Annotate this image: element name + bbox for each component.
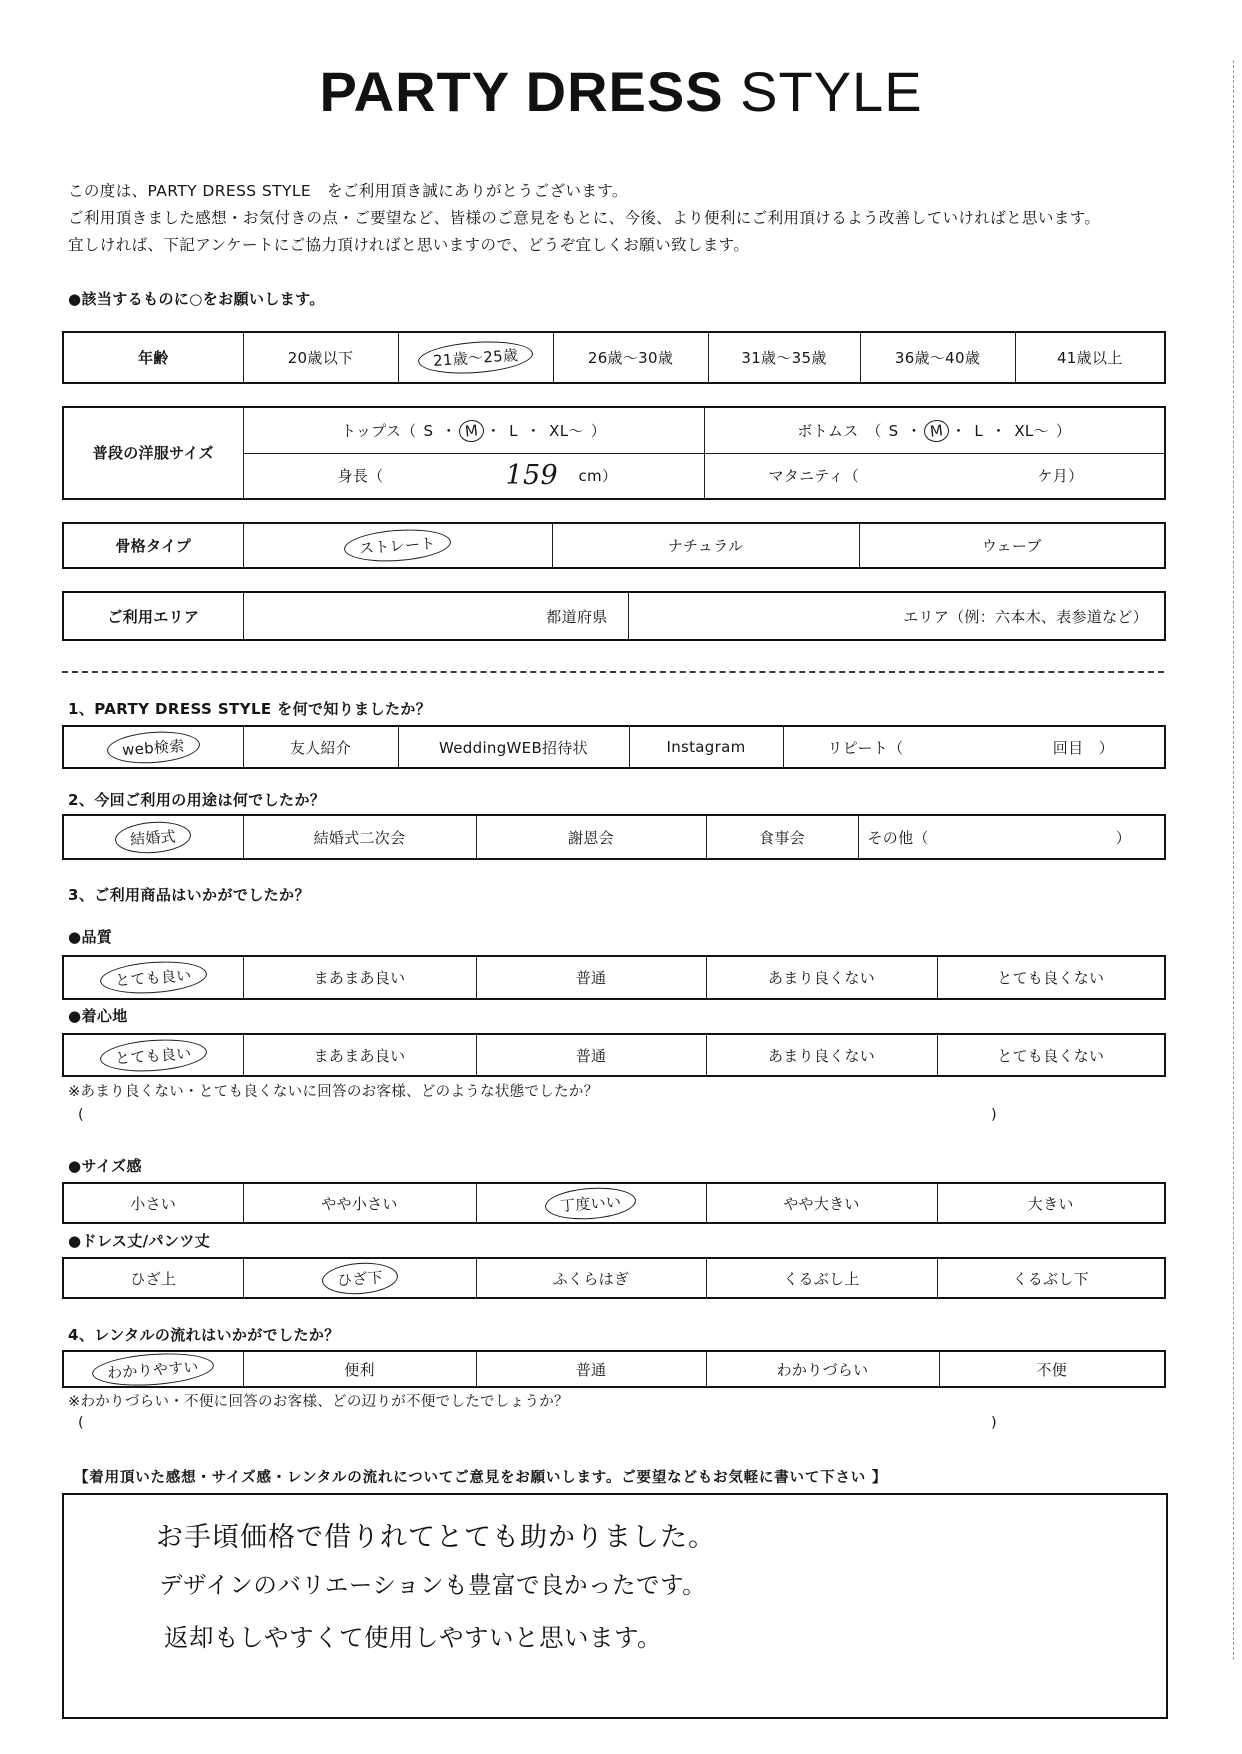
separator-dot: ・ <box>951 421 967 440</box>
q4-note: ※わかりづらい・不便に回答のお客様、どの辺りが不便でしたでしょうか？ <box>68 1394 569 1410</box>
q1-repeat-cell <box>783 726 1165 768</box>
length-option: ひざ上 <box>130 1269 177 1288</box>
size-feel-option-cell <box>63 1183 243 1223</box>
q1-option: Instagram <box>666 738 746 756</box>
quality-option-cell <box>706 956 937 999</box>
q1-heading: 1、PARTY DRESS STYLE を何で知りましたか？ <box>68 700 432 718</box>
q4-table <box>62 1350 1166 1388</box>
q2-table <box>62 814 1166 860</box>
age-option: 26歳～30歳 <box>587 349 674 367</box>
intro-line: ご利用頂きました感想・お気付きの点・ご要望など、皆様のご意見をもとに、今後、より便利にご利用頂けるよう改善していければと思います。 <box>68 209 1101 227</box>
quality-option: とても良い <box>99 958 207 996</box>
length-option: くるぶし上 <box>783 1269 860 1288</box>
q4-option: わかりづらい <box>776 1360 869 1379</box>
q1-option-cell <box>63 726 243 768</box>
comments-heading: 【着用頂いた感想・サイズ感・レンタルの流れについてご意見をお願いします。ご要望などもお気軽に書いて下さい 】 <box>74 1470 888 1486</box>
q4-option-cell <box>63 1351 243 1387</box>
age-table <box>62 331 1166 384</box>
quality-option-cell <box>476 956 706 999</box>
q1-table <box>62 725 1166 769</box>
tops-prefix: トップス（ <box>341 421 417 440</box>
bottoms-suffix: ） <box>1055 421 1072 440</box>
length-option-cell <box>706 1258 937 1298</box>
size-feel-option-cell <box>706 1183 937 1223</box>
age-option-cell <box>1015 332 1165 383</box>
quality-option: あまり良くない <box>767 969 876 987</box>
bottoms-size-cell <box>704 407 1165 453</box>
skeleton-option-cell <box>243 523 552 568</box>
height-cell <box>243 453 704 499</box>
quality-table <box>62 955 1166 1000</box>
length-option: ふくらはぎ <box>552 1269 630 1288</box>
bottoms-prefix: ボトムス （ <box>797 421 882 440</box>
comfort-label: ●着心地 <box>68 1007 128 1025</box>
paren-close: ) <box>991 1107 997 1123</box>
size-feel-table <box>62 1182 1166 1224</box>
q4-option: 普通 <box>575 1360 607 1379</box>
quality-label: ●品質 <box>68 928 113 946</box>
height-prefix: 身長（ <box>337 467 384 485</box>
intro-line: この度は、PARTY DRESS STYLE をご利用頂き誠にありがとうございます。 <box>68 182 628 200</box>
age-label: 年齢 <box>63 332 243 383</box>
separator-dot: ・ <box>525 421 542 440</box>
age-option: 20歳以下 <box>287 349 354 367</box>
height-handwritten-value: 159 <box>505 460 558 491</box>
q2-option: 謝恩会 <box>568 828 614 847</box>
q4-option: 不便 <box>1036 1360 1068 1379</box>
paren-open: ( <box>78 1415 84 1431</box>
size-feel-option-cell <box>476 1183 706 1223</box>
height-suffix: cm） <box>578 467 618 485</box>
bottoms-size-option: L <box>974 421 983 440</box>
q2-option-cell <box>706 815 858 859</box>
age-option-cell <box>398 332 553 383</box>
size-feel-option-cell <box>937 1183 1165 1223</box>
handwritten-comment-line: 返却もしやすくて使用しやすいと思います。 <box>164 1623 663 1652</box>
length-option: ひざ下 <box>321 1260 399 1296</box>
comfort-option-cell <box>476 1034 706 1076</box>
skeleton-type-label: 骨格タイプ <box>63 523 243 568</box>
intro-text <box>68 178 1100 259</box>
age-option-cell <box>708 332 860 383</box>
tops-suffix: ） <box>590 421 606 440</box>
quality-option-cell <box>243 956 476 999</box>
comfort-option: とても良くない <box>997 1046 1105 1065</box>
length-option-cell <box>63 1258 243 1298</box>
skeleton-option-cell <box>552 523 859 568</box>
quality-option: まあまあ良い <box>313 969 406 987</box>
quality-option: とても良くない <box>997 969 1105 987</box>
maternity-cell <box>704 453 1165 499</box>
q4-option-cell <box>476 1351 706 1387</box>
quality-option: 普通 <box>575 969 607 987</box>
bottoms-size-option: S <box>888 421 899 440</box>
title-light-part: STYLE <box>740 60 923 123</box>
age-option-cell <box>553 332 708 383</box>
prefecture-label: 都道府県 <box>546 607 608 626</box>
skeleton-option: ウェーブ <box>981 537 1042 555</box>
repeat-suffix: 回目 ） <box>1052 738 1114 757</box>
clothing-size-table <box>62 406 1166 500</box>
q2-option-cell <box>63 815 243 859</box>
q4-option-cell <box>939 1351 1165 1387</box>
other-suffix: ） <box>1115 828 1131 847</box>
tops-size-option: L <box>509 421 518 440</box>
size-feel-option: 大きい <box>1027 1194 1074 1213</box>
length-label: ●ドレス丈/パンツ丈 <box>68 1232 211 1250</box>
age-option-cell <box>243 332 398 383</box>
dashed-divider <box>62 671 1164 673</box>
q1-option-cell <box>243 726 398 768</box>
q4-option: わかりやすい <box>91 1349 215 1388</box>
length-option-cell <box>476 1258 706 1298</box>
q3-heading: 3、ご利用商品はいかがでしたか？ <box>68 886 310 904</box>
size-feel-option: 小さい <box>130 1194 177 1213</box>
age-option: 41歳以上 <box>1056 349 1123 367</box>
quality-option-cell <box>63 956 243 999</box>
bottoms-size-option: XL～ <box>1014 421 1049 440</box>
q1-option: 友人紹介 <box>289 738 352 757</box>
comfort-option-cell <box>243 1034 476 1076</box>
skeleton-option-cell <box>859 523 1165 568</box>
tops-size-option: M <box>458 418 485 443</box>
comfort-option-cell <box>63 1034 243 1076</box>
comfort-table <box>62 1033 1166 1077</box>
size-feel-option-cell <box>243 1183 476 1223</box>
separator-dot: ・ <box>906 421 922 440</box>
repeat-prefix: リピート（ <box>827 738 904 757</box>
comfort-note: ※あまり良くない・とても良くないに回答のお客様、どのような状態でしたか？ <box>68 1084 599 1100</box>
size-feel-option: やや大きい <box>783 1194 860 1213</box>
area-detail-cell <box>628 592 1165 640</box>
size-feel-label: ●サイズ感 <box>68 1157 142 1175</box>
instruction-heading: ●該当するものに○をお願いします。 <box>68 290 325 308</box>
q1-option-cell <box>398 726 629 768</box>
separator-dot: ・ <box>485 421 502 440</box>
q1-option: WeddingWEB招待状 <box>439 738 588 757</box>
length-table <box>62 1257 1166 1299</box>
prefecture-cell <box>243 592 628 640</box>
skeleton-option: ナチュラル <box>667 537 744 555</box>
scan-edge-line <box>1233 60 1234 1660</box>
age-option: 31歳～35歳 <box>741 349 827 367</box>
intro-line: 宜しければ、下記アンケートにご協力頂ければと思いますので、どうぞ宜しくお願い致します。 <box>68 236 750 254</box>
size-feel-option: 丁度いい <box>544 1184 637 1221</box>
q2-heading: 2、今回ご利用の用途は何でしたか？ <box>68 791 326 809</box>
q2-option: 結婚式 <box>114 819 192 855</box>
survey-title <box>0 60 1242 124</box>
comfort-option: とても良い <box>99 1036 207 1074</box>
separator-dot: ・ <box>441 421 457 440</box>
q4-option-cell <box>243 1351 476 1387</box>
bottoms-size-option: M <box>923 418 950 443</box>
tops-size-cell <box>243 407 704 453</box>
paren-open: ( <box>78 1107 84 1123</box>
paren-close: ) <box>991 1415 997 1431</box>
maternity-prefix: マタニティ（ <box>768 467 860 485</box>
comments-box <box>62 1493 1168 1719</box>
maternity-suffix: ケ月） <box>1037 467 1084 485</box>
length-option-cell <box>937 1258 1165 1298</box>
age-option: 36歳～40歳 <box>894 349 981 367</box>
title-bold-part: PARTY DRESS <box>319 60 724 123</box>
area-label: ご利用エリア <box>63 592 243 640</box>
tops-size-option: S <box>423 421 434 440</box>
age-option-cell <box>860 332 1015 383</box>
separator-dot: ・ <box>991 421 1007 440</box>
handwritten-comment-line: デザインのバリエーションも豊富で良かったです。 <box>159 1571 707 1599</box>
comfort-option: あまり良くない <box>767 1046 876 1065</box>
comfort-option: 普通 <box>575 1046 607 1065</box>
quality-option-cell <box>937 956 1165 999</box>
q2-option-cell <box>476 815 706 859</box>
other-prefix: その他（ <box>867 828 929 847</box>
tops-size-option: XL～ <box>549 421 584 440</box>
q1-option: web検索 <box>106 728 200 765</box>
age-option: 21歳～25歳 <box>417 338 534 377</box>
handwritten-comment-line: お手頃価格で借りれてとても助かりました。 <box>156 1522 716 1553</box>
q2-option: 結婚式二次会 <box>313 828 406 847</box>
q1-option-cell <box>629 726 783 768</box>
skeleton-option: ストレート <box>343 526 451 564</box>
area-table <box>62 591 1166 641</box>
comfort-option-cell <box>706 1034 937 1076</box>
q4-option: 便利 <box>344 1360 375 1379</box>
comfort-option: まあまあ良い <box>313 1046 406 1065</box>
q4-option-cell <box>706 1351 939 1387</box>
q2-option: 食事会 <box>759 828 805 847</box>
clothing-size-label: 普段の洋服サイズ <box>63 407 243 499</box>
q4-heading: 4、レンタルの流れはいかがでしたか？ <box>68 1326 340 1344</box>
area-detail-label: エリア（例：六本木、表参道など） <box>903 607 1148 626</box>
q2-other-cell <box>858 815 1165 859</box>
length-option-cell <box>243 1258 476 1298</box>
skeleton-type-table <box>62 522 1166 569</box>
q2-option-cell <box>243 815 476 859</box>
length-option: くるぶし下 <box>1012 1269 1089 1288</box>
size-feel-option: やや小さい <box>321 1194 398 1213</box>
comfort-option-cell <box>937 1034 1165 1076</box>
